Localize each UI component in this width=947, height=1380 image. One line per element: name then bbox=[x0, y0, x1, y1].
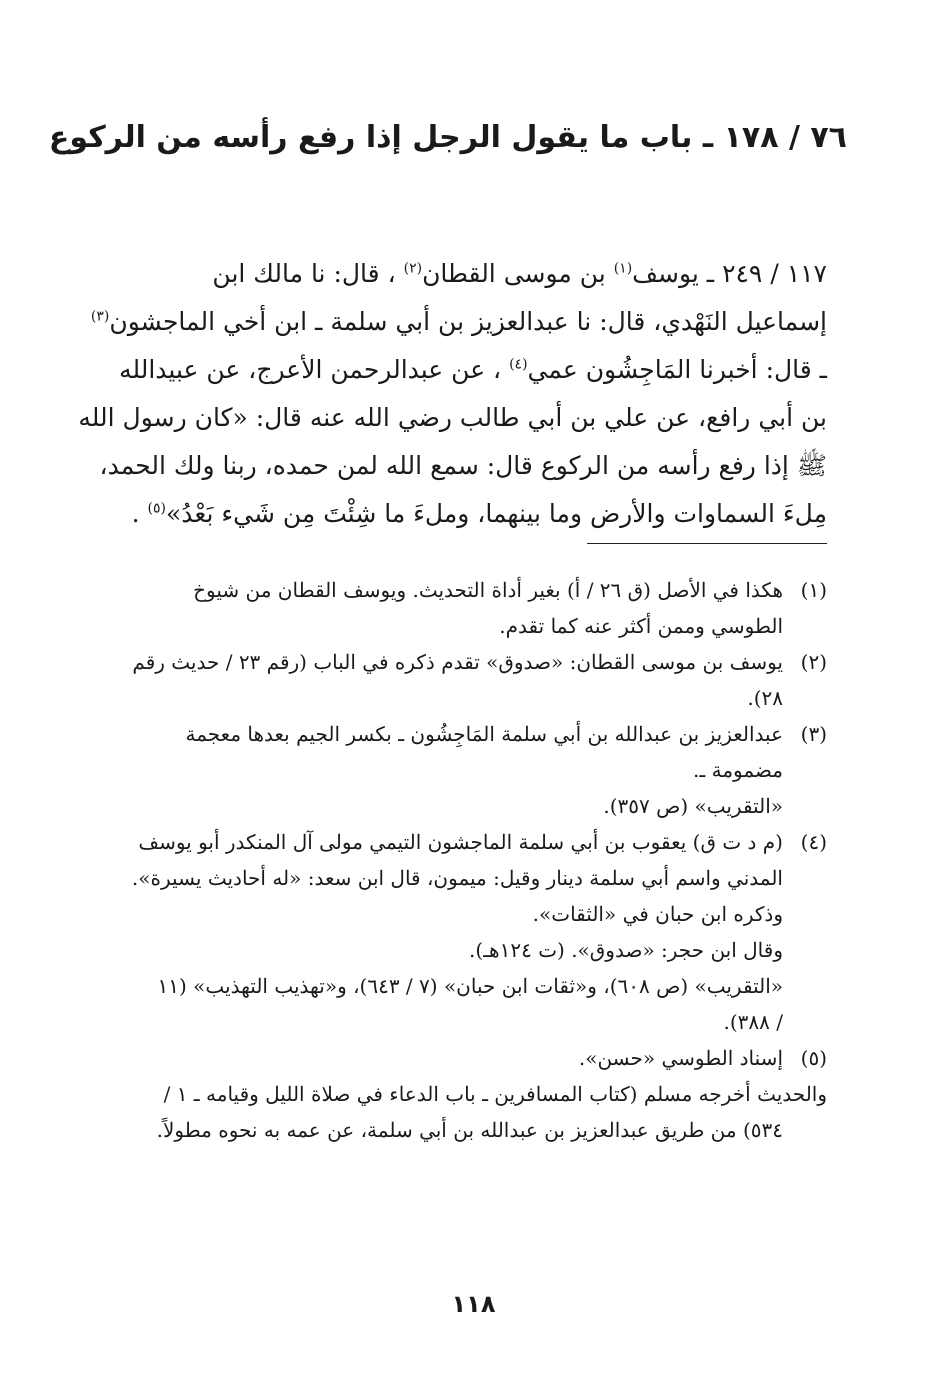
footnote-line: «التقريب» (ص ٦٠٨)، و«ثقات ابن حبان» (٧ / ٦٤٣)، و«تهذيب التهذيب» (١١ bbox=[157, 974, 783, 998]
footnote-line: (٥)إسناد الطوسي «حسن». bbox=[100, 1040, 827, 1076]
footnote-number: (٥) bbox=[800, 1046, 827, 1070]
hadith-line: ـ قال: أخبرنا المَاجِشُون عمي$^{(٤)}$ ، عن عبدالرحمن الأعرج، عن عبيدالله bbox=[119, 355, 827, 384]
hadith-line: ١١٧ / ٢٤٩ ـ يوسف$^{(١)}$ بن موسى القطان$^{(٢)}$ ، قال: نا مالك ابن bbox=[212, 259, 827, 288]
footnote-line: (٣)عبدالعزيز بن عبدالله بن أبي سلمة المَاجِشُون ـ بكسر الجيم بعدها معجمة bbox=[100, 716, 827, 752]
footnote-ref: (٥) bbox=[147, 500, 166, 517]
hadith-line: مِلءَ السماوات والأرض وما بينهما، وملءَ ما شِئْتَ مِن شَيء بَعْدُ»$^{(٥)}$ . bbox=[131, 499, 827, 528]
footnote-line: (٤)(م د ت ق) يعقوب بن أبي سلمة الماجشون التيمي مولى آل المنكدر أبو يوسف bbox=[100, 824, 827, 860]
page-number: ١١٨ bbox=[451, 1290, 496, 1318]
footnote-number: (٢) bbox=[800, 650, 827, 674]
footnote-line: الطوسي وممن أكثر عنه كما تقدم. bbox=[499, 614, 783, 638]
footnote-line: / ٣٨٨). bbox=[723, 1010, 783, 1034]
hadith-line: ﷺ إذا رفع رأسه من الركوع قال: سمع الله لمن حمده، ربنا ولك الحمد، bbox=[99, 451, 827, 480]
footnote-number: (١) bbox=[800, 578, 827, 602]
footnote-line: المدني واسم أبي سلمة دينار وقيل: ميمون، قال ابن سعد: «له أحاديث يسيرة». bbox=[131, 866, 783, 890]
footnote-ref: (٤) bbox=[509, 356, 528, 373]
footnote-line: (١)هكذا في الأصل (ق ٢٦ / أ) بغير أداة التحديث. ويوسف القطان من شيوخ bbox=[100, 572, 827, 608]
footnote-line: مضمومة ـ. bbox=[693, 758, 783, 782]
footnote-line: وذكره ابن حبان في «الثقات». bbox=[532, 902, 783, 926]
closing-line: ٥٣٤) من طريق عبدالعزيز بن عبدالله بن أبي سلمة، عن عمه به نحوه مطولاً. bbox=[156, 1118, 783, 1142]
hadith-line: إسماعيل النَهْدي، قال: نا عبدالعزيز بن أبي سلمة ـ ابن أخي الماجشون$^{(٣)}$ bbox=[90, 307, 827, 336]
hadith-text bbox=[78, 250, 827, 538]
footnote-number: (٤) bbox=[800, 830, 827, 854]
hadith-line: بن أبي رافع، عن علي بن أبي طالب رضي الله عنه قال: «كان رسول الله bbox=[78, 403, 827, 432]
footnote-line: ٢٨). bbox=[747, 686, 783, 710]
footnote-line: (٢)يوسف بن موسى القطان: «صدوق» تقدم ذكره في الباب (رقم ٢٣ / حديث رقم bbox=[100, 644, 827, 680]
footnote-line: وقال ابن حجر: «صدوق». (ت ١٢٤هـ). bbox=[469, 938, 783, 962]
footnote-ref: (١) bbox=[613, 260, 633, 277]
footnote-ref: (٢) bbox=[403, 260, 423, 277]
footnote-line: «التقريب» (ص ٣٥٧). bbox=[603, 794, 783, 818]
chapter-title: ٧٦ / ١٧٨ ـ باب ما يقول الرجل إذا رفع رأسه من الركوع bbox=[48, 120, 847, 155]
footnote-ref: (٣) bbox=[90, 308, 110, 325]
footnotes bbox=[100, 572, 827, 1148]
closing-line: والحديث أخرجه مسلم (كتاب المسافرين ـ باب الدعاء في صلاة الليل وقيامه ـ ١ / bbox=[163, 1082, 827, 1106]
footnote-number: (٣) bbox=[800, 722, 827, 746]
footnote-separator bbox=[587, 543, 827, 544]
